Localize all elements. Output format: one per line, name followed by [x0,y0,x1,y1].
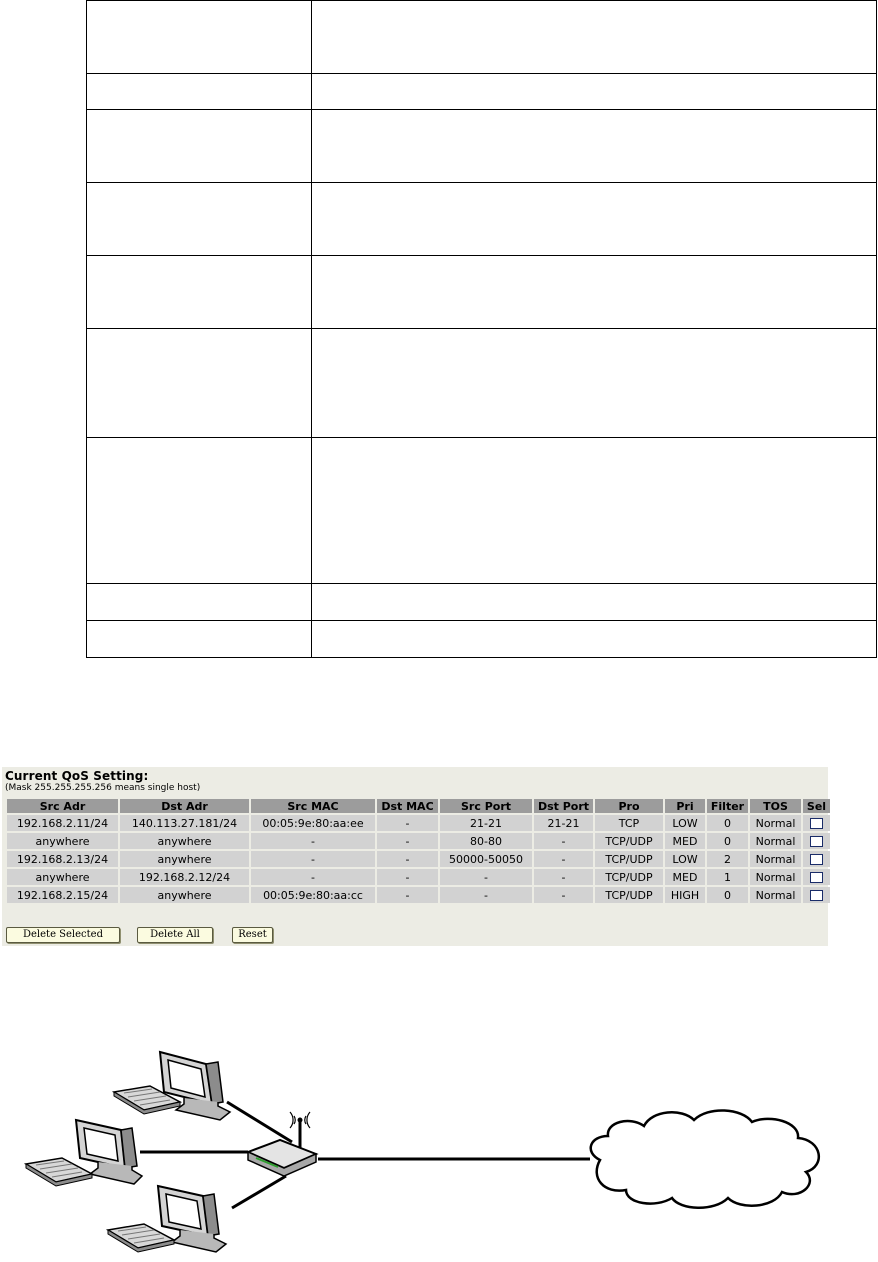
description-cell [87,329,312,438]
description-row [87,438,877,584]
src-mac-cell: - [251,851,375,867]
src-adr-cell: 192.168.2.13/24 [7,851,118,867]
priority-cell: MED [665,833,705,849]
description-row [87,183,877,256]
delete-selected-button[interactable]: Delete Selected [6,927,120,943]
protocol-cell: TCP/UDP [595,851,663,867]
table-row [7,869,830,885]
description-cell [87,110,312,183]
protocol-cell: TCP/UDP [595,833,663,849]
description-cell [87,584,312,621]
dst-mac-cell: - [377,815,438,831]
table-row [7,887,830,903]
dst-port-cell: - [534,851,593,867]
src-mac-cell: - [251,833,375,849]
column-header-pro: Pro [595,799,663,813]
qos-title: Current QoS Setting: [5,769,149,783]
protocol-cell: TCP/UDP [595,869,663,885]
description-row [87,584,877,621]
select-checkbox[interactable] [810,890,823,901]
src-mac-cell: 00:05:9e:80:aa:ee [251,815,375,831]
dst-mac-cell: - [377,869,438,885]
tos-cell: Normal [750,815,801,831]
desktop-computer-icon [160,1052,230,1120]
select-checkbox[interactable] [810,818,823,829]
table-row [7,833,830,849]
priority-cell: LOW [665,851,705,867]
protocol-cell: TCP [595,815,663,831]
filter-cell: 2 [707,851,748,867]
table-row [7,815,830,831]
description-cell [312,329,877,438]
dst-port-cell: - [534,887,593,903]
dst-mac-cell: - [377,851,438,867]
protocol-cell: TCP/UDP [595,887,663,903]
dst-port-cell: - [534,869,593,885]
src-port-cell: 50000-50050 [440,851,532,867]
column-header-pri: Pri [665,799,705,813]
sel-cell [803,833,830,849]
src-adr-cell: 192.168.2.11/24 [7,815,118,831]
src-mac-cell: - [251,869,375,885]
keyboard-icon [108,1224,174,1252]
description-cell [87,183,312,256]
dst-adr-cell: anywhere [120,833,249,849]
src-port-cell: 21-21 [440,815,532,831]
src-adr-cell: 192.168.2.15/24 [7,887,118,903]
description-row [87,621,877,658]
select-checkbox[interactable] [810,872,823,883]
tos-cell: Normal [750,869,801,885]
table-row [7,851,830,867]
description-cell [312,584,877,621]
column-header-dst-port: Dst Port [534,799,593,813]
description-cell [87,74,312,110]
column-header-dst-mac: Dst MAC [377,799,438,813]
description-cell [87,256,312,329]
description-row [87,74,877,110]
column-header-src-adr: Src Adr [7,799,118,813]
reset-button[interactable]: Reset [232,927,273,943]
internet-cloud-icon [591,1110,819,1207]
tos-cell: Normal [750,887,801,903]
delete-all-button[interactable]: Delete All [137,927,213,943]
description-row [87,329,877,438]
tos-cell: Normal [750,833,801,849]
description-table [86,0,877,658]
qos-header-row [7,799,830,813]
filter-cell: 1 [707,869,748,885]
filter-cell: 0 [707,833,748,849]
dst-adr-cell: anywhere [120,851,249,867]
column-header-src-port: Src Port [440,799,532,813]
column-header-dst-adr: Dst Adr [120,799,249,813]
qos-rules-table [5,797,832,905]
sel-cell [803,815,830,831]
qos-mask-note: (Mask 255.255.255.256 means single host) [5,783,201,793]
dst-adr-cell: anywhere [120,887,249,903]
priority-cell: HIGH [665,887,705,903]
src-port-cell: - [440,887,532,903]
filter-cell: 0 [707,887,748,903]
select-checkbox[interactable] [810,836,823,847]
priority-cell: MED [665,869,705,885]
sel-cell [803,869,830,885]
dst-mac-cell: - [377,833,438,849]
description-row [87,110,877,183]
column-header-sel: Sel [803,799,830,813]
tos-cell: Normal [750,851,801,867]
src-mac-cell: 00:05:9e:80:aa:cc [251,887,375,903]
column-header-src-mac: Src MAC [251,799,375,813]
column-header-tos: TOS [750,799,801,813]
network-diagram [0,1040,878,1262]
priority-cell: LOW [665,815,705,831]
qos-settings-panel [2,767,828,946]
src-adr-cell: anywhere [7,833,118,849]
description-cell [312,1,877,74]
description-cell [312,183,877,256]
description-cell [312,74,877,110]
dst-adr-cell: 140.113.27.181/24 [120,815,249,831]
dst-port-cell: 21-21 [534,815,593,831]
description-cell [87,1,312,74]
src-port-cell: 80-80 [440,833,532,849]
dst-adr-cell: 192.168.2.12/24 [120,869,249,885]
dst-port-cell: - [534,833,593,849]
description-cell [312,621,877,658]
description-row [87,1,877,74]
description-cell [312,256,877,329]
description-cell [312,110,877,183]
dst-mac-cell: - [377,887,438,903]
select-checkbox[interactable] [810,854,823,865]
src-adr-cell: anywhere [7,869,118,885]
description-cell [87,438,312,584]
filter-cell: 0 [707,815,748,831]
sel-cell [803,887,830,903]
cable-line [232,1176,286,1208]
cable-line [227,1102,292,1142]
description-row [87,256,877,329]
sel-cell [803,851,830,867]
column-header-filter: Filter [707,799,748,813]
description-cell [87,621,312,658]
keyboard-icon [26,1158,92,1186]
src-port-cell: - [440,869,532,885]
description-cell [312,438,877,584]
